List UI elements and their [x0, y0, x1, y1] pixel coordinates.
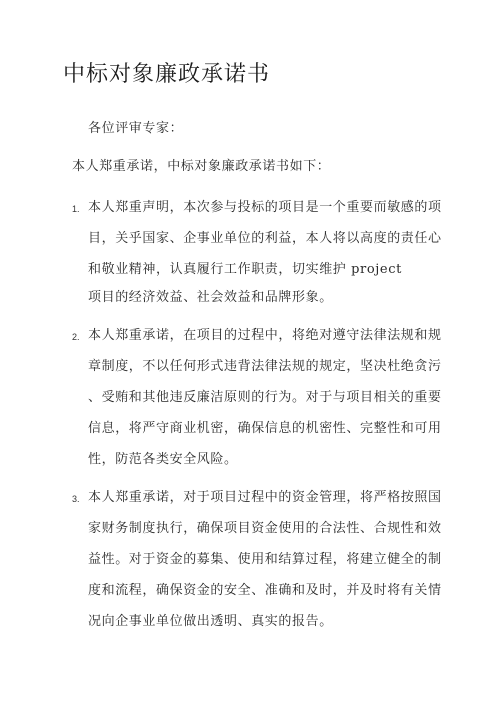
item-2-line-3: 、受贿和其他违反廉洁原则的行为。对于与项目相关的重要 — [88, 390, 442, 405]
item-2-line-5: 性，防范各类安全风险。 — [88, 452, 238, 467]
document-title: 中标对象廉政承诺书 — [63, 62, 271, 87]
item-2-number: 2. — [72, 332, 80, 342]
item-2-line-4: 信息，将严守商业机密，确保信息的机密性、完整性和可用 — [88, 421, 442, 436]
item-1-line-4: 项目的经济效益、社会效益和品牌形象。 — [88, 290, 333, 305]
item-3-line-2: 家财务制度执行，确保项目资金使用的合法性、合规性和效 — [88, 521, 442, 536]
item-2-line-2: 章制度，不以任何形式违背法律法规的规定，坚决杜绝贪污 — [88, 359, 442, 374]
item-3-number: 3. — [72, 494, 80, 504]
item-1-line-1: 本人郑重声明，本次参与投标的项目是一个重要而敏感的项 — [88, 200, 442, 215]
item-3-line-4: 度和流程，确保资金的安全、准确和及时，并及时将有关情 — [88, 583, 442, 598]
item-3-line-1: 本人郑重承诺，对于项目过程中的资金管理，将严格按照国 — [88, 490, 442, 505]
item-1-line-3: 和敬业精神，认真履行工作职责，切实维护 project — [88, 262, 402, 277]
salutation: 各位评审专家： — [88, 121, 184, 136]
item-3-line-3: 益性。对于资金的募集、使用和结算过程，将建立健全的制 — [88, 552, 442, 567]
item-1-line-2: 目，关乎国家、企事业单位的利益，本人将以高度的责任心 — [88, 231, 442, 246]
item-1-number: 1. — [72, 204, 80, 214]
intro-text: 本人郑重承诺，中标对象廉政承诺书如下： — [72, 159, 331, 174]
item-2-line-1: 本人郑重承诺，在项目的过程中，将绝对遵守法律法规和规 — [88, 328, 442, 343]
item-3-line-5: 况向企事业单位做出透明、真实的报告。 — [88, 614, 333, 629]
